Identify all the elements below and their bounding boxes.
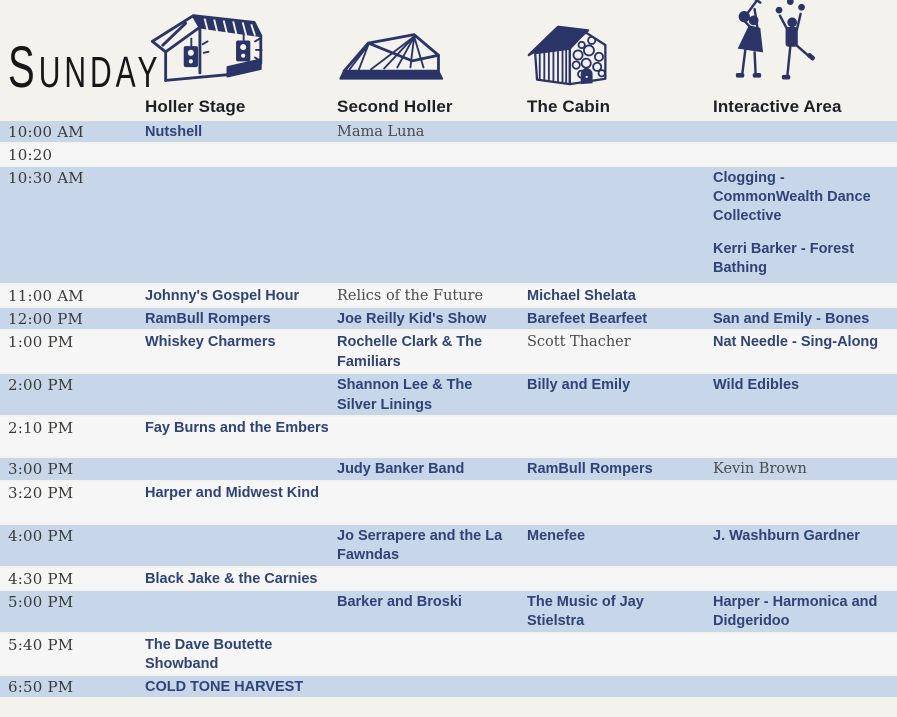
event-entry[interactable]: Joe Reilly Kid's Show bbox=[337, 311, 487, 328]
event-entry[interactable]: Rochelle Clark & The Familiars bbox=[337, 334, 483, 370]
time-label: 4:00 PM bbox=[8, 526, 74, 545]
time-label: 5:40 PM bbox=[8, 635, 74, 654]
time-label: 11:00 AM bbox=[8, 287, 84, 306]
cell-holler-stage bbox=[145, 285, 337, 306]
cell-holler-stage bbox=[145, 374, 337, 415]
cell-holler-stage bbox=[145, 568, 337, 589]
event-entry[interactable]: Michael Shelata bbox=[527, 288, 636, 305]
event-entry[interactable]: Kerri Barker - Forest Bathing bbox=[713, 240, 855, 276]
cell-the-cabin bbox=[527, 308, 713, 329]
event-entry[interactable]: Johnny's Gospel Hour bbox=[145, 288, 300, 305]
event-entry: Relics of the Future bbox=[337, 288, 484, 305]
event-entry: Mama Luna bbox=[337, 124, 425, 140]
time-label: 10:30 AM bbox=[8, 169, 84, 188]
cell-second-holler bbox=[337, 568, 527, 589]
cell-interactive-area bbox=[713, 144, 897, 165]
event-entry: Kevin Brown bbox=[713, 461, 807, 478]
cell-second-holler bbox=[337, 308, 527, 329]
cell-interactive-area bbox=[713, 458, 897, 479]
time-label: 1:00 PM bbox=[8, 333, 74, 352]
cell-holler-stage bbox=[145, 591, 337, 632]
cell-the-cabin bbox=[527, 417, 713, 456]
cell-interactive-area bbox=[713, 331, 897, 372]
cell-interactive-area bbox=[713, 591, 897, 632]
event-entry[interactable]: Whiskey Charmers bbox=[145, 334, 276, 351]
event-entry[interactable]: Clogging - CommonWealth Dance Collective bbox=[713, 170, 871, 225]
column-header-second-holler bbox=[337, 0, 527, 121]
event-entry[interactable]: Menefee bbox=[527, 527, 586, 544]
schedule-row bbox=[0, 285, 897, 308]
cell-interactive-area bbox=[713, 482, 897, 523]
event-entry[interactable]: Jo Serrapere and the La Fawndas bbox=[337, 527, 503, 563]
cell-the-cabin bbox=[527, 634, 713, 674]
cell-interactive-area bbox=[713, 676, 897, 697]
cell-second-holler bbox=[337, 591, 527, 632]
schedule-row bbox=[0, 144, 897, 167]
cell-the-cabin bbox=[527, 568, 713, 589]
time-label: 3:00 PM bbox=[8, 460, 74, 479]
cell-second-holler bbox=[337, 167, 527, 283]
time-label: 2:00 PM bbox=[8, 376, 74, 395]
schedule-row bbox=[0, 458, 897, 481]
time-label: 6:50 PM bbox=[8, 677, 74, 696]
schedule-body bbox=[0, 121, 897, 699]
event-entry[interactable]: RamBull Rompers bbox=[145, 311, 271, 328]
schedule-row bbox=[0, 374, 897, 417]
cell-second-holler bbox=[337, 121, 527, 142]
cell-second-holler bbox=[337, 417, 527, 456]
schedule-row bbox=[0, 525, 897, 568]
schedule-row bbox=[0, 308, 897, 331]
column-header-interactive-area bbox=[713, 0, 897, 121]
schedule-row bbox=[0, 417, 897, 458]
cell-interactive-area bbox=[713, 167, 897, 283]
time-label: 10:00 AM bbox=[8, 123, 84, 141]
cell-holler-stage bbox=[145, 634, 337, 674]
cell-the-cabin bbox=[527, 525, 713, 566]
time-label: 10:20 bbox=[8, 146, 53, 165]
cell-interactive-area bbox=[713, 525, 897, 566]
schedule-header bbox=[0, 0, 897, 121]
performers-icon bbox=[713, 0, 897, 88]
cell-interactive-area bbox=[713, 308, 897, 329]
column-label: Holler Stage bbox=[145, 97, 246, 116]
cell-interactive-area bbox=[713, 417, 897, 456]
time-label: 4:30 PM bbox=[8, 569, 74, 588]
event-entry[interactable]: Nutshell bbox=[145, 124, 203, 140]
cell-holler-stage bbox=[145, 417, 337, 456]
event-entry[interactable]: The Music of Jay Stielstra bbox=[527, 593, 644, 629]
cell-the-cabin bbox=[527, 458, 713, 479]
event-entry[interactable]: Barefeet Bearfeet bbox=[527, 311, 648, 328]
cell-the-cabin bbox=[527, 144, 713, 165]
cell-second-holler bbox=[337, 285, 527, 306]
column-label: Interactive Area bbox=[713, 97, 842, 116]
event-entry[interactable]: Billy and Emily bbox=[527, 377, 631, 394]
cell-holler-stage bbox=[145, 121, 337, 142]
cell-holler-stage bbox=[145, 458, 337, 479]
event-entry[interactable]: Harper and Midwest Kind bbox=[145, 484, 320, 501]
schedule-row bbox=[0, 331, 897, 374]
column-header-holler-stage bbox=[145, 0, 337, 121]
event-entry[interactable]: Fay Burns and the Embers bbox=[145, 420, 329, 437]
cell-holler-stage bbox=[145, 308, 337, 329]
cell-interactive-area bbox=[713, 285, 897, 306]
cell-the-cabin bbox=[527, 121, 713, 142]
event-entry[interactable]: Wild Edibles bbox=[713, 377, 800, 394]
cell-the-cabin bbox=[527, 676, 713, 697]
cell-second-holler bbox=[337, 525, 527, 566]
schedule-row bbox=[0, 167, 897, 285]
schedule-row bbox=[0, 568, 897, 591]
cabin-icon bbox=[527, 22, 713, 88]
event-entry[interactable]: San and Emily - Bones bbox=[713, 311, 870, 328]
event-entry[interactable]: RamBull Rompers bbox=[527, 461, 653, 478]
cell-holler-stage bbox=[145, 525, 337, 566]
event-entry[interactable]: Shannon Lee & The Silver Linings bbox=[337, 377, 473, 413]
event-entry[interactable]: Black Jake & the Carnies bbox=[145, 570, 318, 587]
schedule-row bbox=[0, 121, 897, 144]
time-label: 12:00 PM bbox=[8, 310, 84, 329]
cell-the-cabin bbox=[527, 167, 713, 283]
column-header-the-cabin bbox=[527, 0, 713, 121]
time-label: 2:10 PM bbox=[8, 419, 74, 438]
cell-second-holler bbox=[337, 634, 527, 674]
schedule-row bbox=[0, 482, 897, 525]
cell-the-cabin bbox=[527, 482, 713, 523]
cell-interactive-area bbox=[713, 568, 897, 589]
time-label: 3:20 PM bbox=[8, 483, 74, 502]
time-label: 5:00 PM bbox=[8, 592, 74, 611]
cell-interactive-area bbox=[713, 374, 897, 415]
cell-holler-stage bbox=[145, 676, 337, 697]
cell-the-cabin bbox=[527, 591, 713, 632]
cell-second-holler bbox=[337, 374, 527, 415]
stage-icon bbox=[145, 10, 337, 88]
cell-interactive-area bbox=[713, 634, 897, 674]
event-entry[interactable]: COLD TONE HARVEST bbox=[145, 678, 304, 695]
event-entry[interactable]: Nat Needle - Sing-Along bbox=[713, 334, 879, 351]
column-label: Second Holler bbox=[337, 97, 453, 116]
cell-the-cabin bbox=[527, 331, 713, 372]
event-entry: Scott Thacher bbox=[527, 334, 631, 351]
cell-holler-stage bbox=[145, 482, 337, 523]
cell-second-holler bbox=[337, 676, 527, 697]
event-entry[interactable]: Barker and Broski bbox=[337, 593, 462, 610]
page-title: SUNDAY bbox=[8, 36, 162, 100]
cell-holler-stage bbox=[145, 331, 337, 372]
cell-the-cabin bbox=[527, 285, 713, 306]
schedule-row bbox=[0, 634, 897, 676]
schedule-row bbox=[0, 676, 897, 699]
schedule-row bbox=[0, 591, 897, 634]
tent-icon bbox=[337, 30, 527, 88]
event-entry[interactable]: J. Washburn Gardner bbox=[713, 527, 860, 544]
cell-second-holler bbox=[337, 482, 527, 523]
event-entry[interactable]: Judy Banker Band bbox=[337, 461, 465, 478]
cell-holler-stage bbox=[145, 144, 337, 165]
column-label: The Cabin bbox=[527, 97, 611, 116]
cell-second-holler bbox=[337, 331, 527, 372]
event-entry[interactable]: Harper - Harmonica and Didgeridoo bbox=[713, 593, 878, 629]
event-entry[interactable]: The Dave Boutette Showband bbox=[145, 636, 273, 672]
cell-interactive-area bbox=[713, 121, 897, 142]
cell-second-holler bbox=[337, 144, 527, 165]
cell-the-cabin bbox=[527, 374, 713, 415]
cell-holler-stage bbox=[145, 167, 337, 283]
cell-second-holler bbox=[337, 458, 527, 479]
